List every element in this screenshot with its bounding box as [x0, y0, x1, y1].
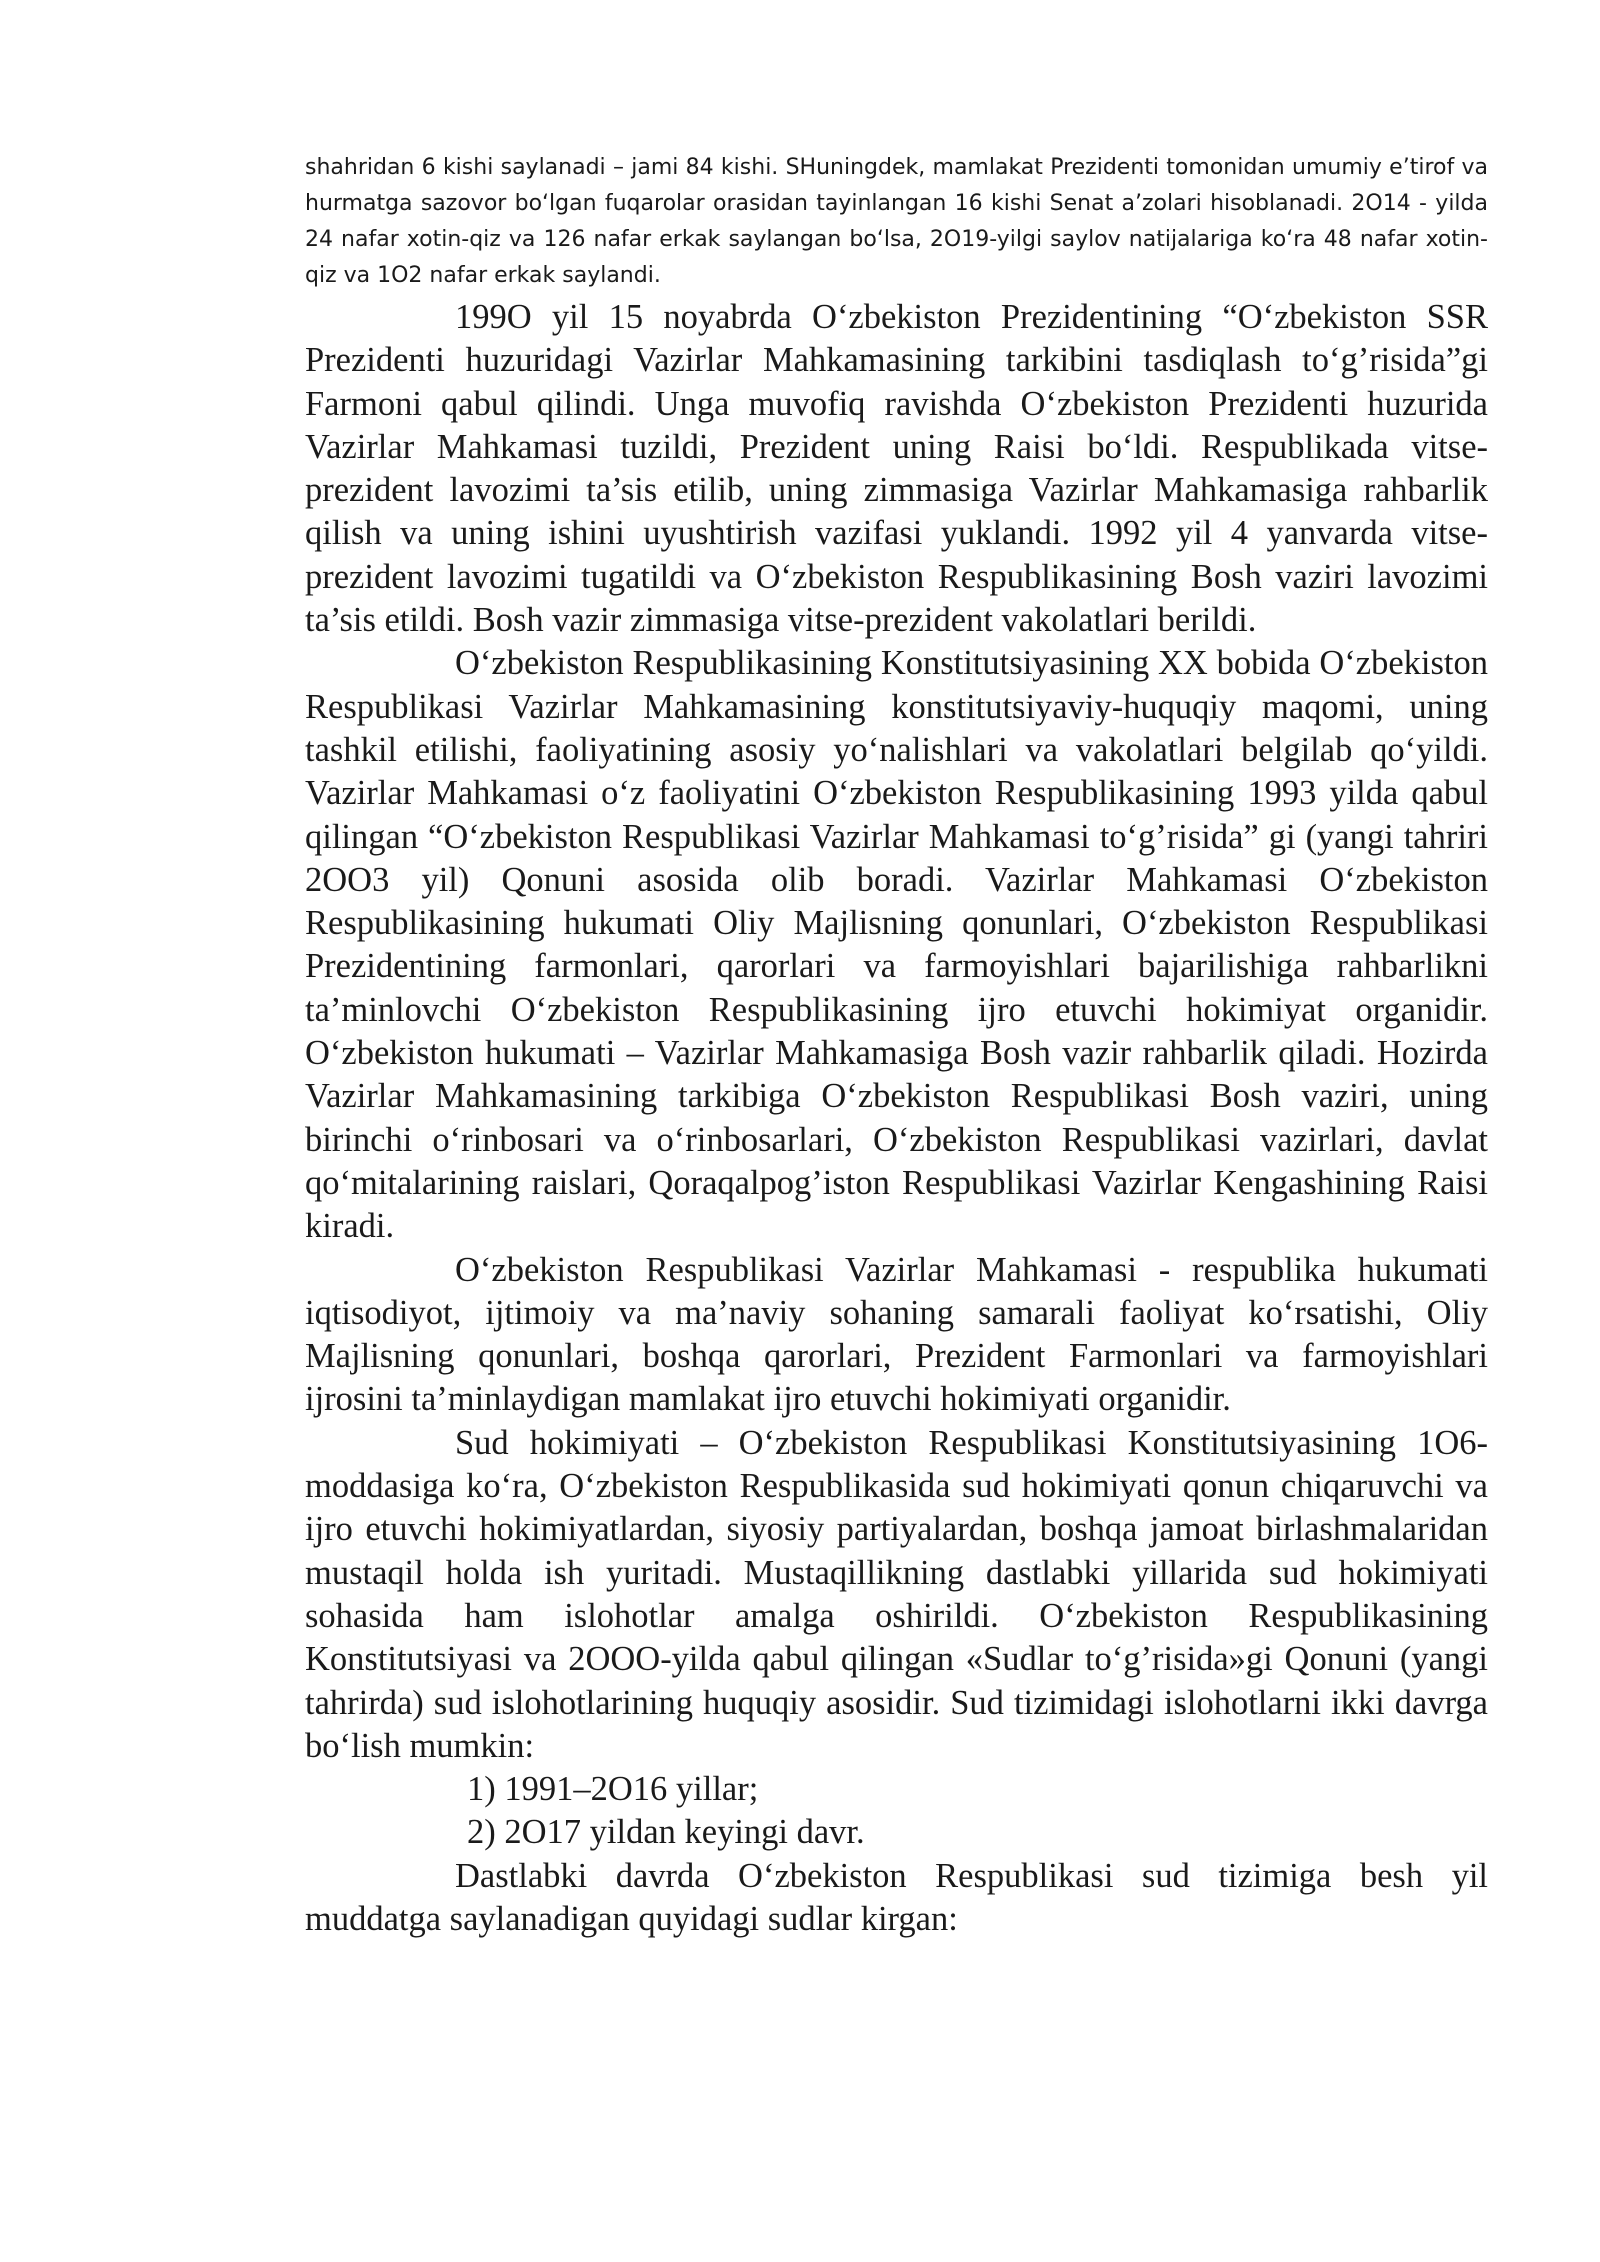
- paragraph-constitution-chapter-xx: O‘zbekiston Respublikasining Konstitutsiyasining XX bobida O‘zbekiston Respublikasi Vazirlar Mahkamasining konstitutsiyaviy-huquqiy maqomi, uning tashkil etilishi, faoliyatining asosiy yo‘nalishlari va vakolatlari belgilab qo‘yildi. Vazirlar Mahkamasi o‘z faoliyatini O‘zbekiston Respublikasining 1993 yilda qabul qilingan “O‘zbekiston Respublikasi Vazirlar Mahkamasi to‘g’risida” gi (yangi tahriri 2OO3 yil) Qonuni asosida olib boradi. Vazirlar Mahkamasi O‘zbekiston Respublikasining hukumati Oliy Majlisning qonunlari, O‘zbekiston Respublikasi Prezidentining farmonlari, qarorlari va farmoyishlari bajarilishiga rahbarlikni ta’minlovchi O‘zbekiston Respublikasining ijro etuvchi hokimiyat organidir. O‘zbekiston hukumati – Vazirlar Mahkamasiga Bosh vazir rahbarlik qiladi. Hozirda Vazirlar Mahkamasining tarkibiga O‘zbekiston Respublikasi Bosh vaziri, uning birinchi o‘rinbosari va o‘rinbosarlari, O‘zbekiston Respublikasi vazirlari, davlat qo‘mitalarining raislari, Qoraqalpog’iston Respublikasi Vazirlar Kengashining Raisi kiradi.: [305, 644, 1488, 1246]
- paragraph-initial-period-courts: Dastlabki davrda O‘zbekiston Respublikasi sud tizimiga besh yil muddatga saylanadigan quyidagi sudlar kirgan:: [305, 1856, 1488, 1938]
- paragraph-judicial-power: Sud hokimiyati – O‘zbekiston Respublikasi Konstitutsiyasining 1O6-moddasiga ko‘ra, O‘zbekiston Respublikasida sud hokimiyati qonun chiqaruvchi va ijro etuvchi hokimiyatlardan, siyosiy partiyalardan, boshqa jamoat birlashmalaridan mustaqil holda ish yuritadi. Mustaqillikning dastlabki yillarida sud hokimiyati sohasida ham islohotlar amalga oshirildi. O‘zbekiston Respublikasining Konstitutsiyasi va 2OOO-yilda qabul qilingan «Sudlar to‘g’risida»gi Qonuni (yangi tahrirda) sud islohotlarining huquqiy asosidir. Sud tizimidagi islohotlarni ikki davrga bo‘lish mumkin:: [305, 1423, 1488, 1765]
- paragraph-council-of-ministers-1990: 199O yil 15 noyabrda O‘zbekiston Prezidentining “O‘zbekiston SSR Prezidenti huzuridagi Vazirlar Mahkamasining tarkibini tasdiqlash to‘g’risida”gi Farmoni qabul qilindi. Unga muvofiq ravishda O‘zbekiston Prezidenti huzurida Vazirlar Mahkamasi tuzildi, Prezident uning Raisi bo‘ldi. Respublikada vitse-prezident lavozimi ta’sis etilib, uning zimmasiga Vazirlar Mahkamasiga rahbarlik qilish va uning ishini uyushtirish vazifasi yuklandi. 1992 yil 4 yanvarda vitse-prezident lavozimi tugatildi va O‘zbekiston Respublikasining Bosh vaziri lavozimi ta’sis etildi. Bosh vazir zimmasiga vitse-prezident vakolatlari berildi.: [305, 298, 1488, 640]
- list-item-period-2: 2) 2O17 yildan keyingi davr.: [467, 1813, 865, 1852]
- list-item-period-1: 1) 1991–2O16 yillar;: [467, 1770, 759, 1809]
- document-page: [305, 150, 1488, 1941]
- intro-paragraph: shahridan 6 kishi saylanadi – jami 84 kishi. SHuningdek, mamlakat Prezidenti tomonidan umumiy e’tirof va hurmatga sazovor bo‘lgan fuqarolar orasidan tayinlangan 16 kishi Senat a’zolari hisoblanadi. 2O14 - yilda 24 nafar xotin-qiz va 126 nafar erkak saylangan bo‘lsa, 2O19-yilgi saylov natijalariga ko‘ra 48 nafar xotin-qiz va 1O2 nafar erkak saylandi.: [305, 155, 1488, 288]
- paragraph-cabinet-definition: O‘zbekiston Respublikasi Vazirlar Mahkamasi - respublika hukumati iqtisodiyot, ijtimoiy va ma’naviy sohaning samarali faoliyat ko‘rsatishi, Oliy Majlisning qonunlari, boshqa qarorlari, Prezident Farmonlari va farmoyishlari ijrosini ta’minlaydigan mamlakat ijro etuvchi hokimiyati organidir.: [305, 1250, 1488, 1419]
